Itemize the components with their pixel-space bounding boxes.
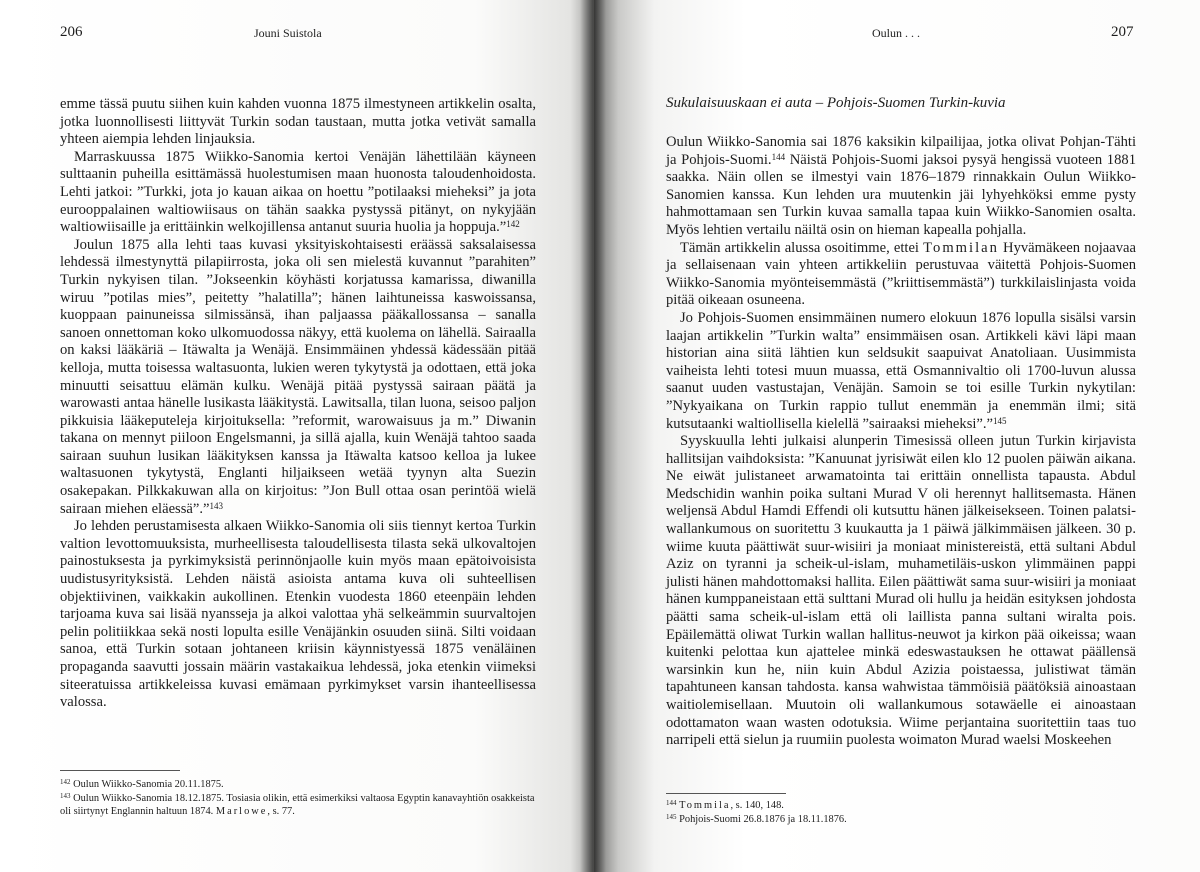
paragraph-text: Jo lehden perustamisesta alkaen Wiikko-Sanomia oli siis tiennyt kertoa Turkin valtion levottomuuksista, murheellisesta taloudellisesta tilasta sekä ulkovaltojen painostuksesta ja pyrkimyksistä perinnönjaolle kuin myös maan epätoivoisista uudistusyrityksistä. Lehden näistä asioista antama kuva oli suhteellisen objektiivinen, vaikkakin aukollinen. Etenkin vuodesta 1860 eteenpäin lehden tarjoama kuva sai lisää nyansseja ja alkoi valottaa yhä selkeämmin suurvaltojen pelin politiikkaa sekä nosti lopulta esille Venäjänkin osuuden siinä. Silti voidaan sanoa, että Turkin sotaan johtaneen kriisin käynnistyessä 1875 venäläinen propaganda saavutti jossain määrin vastakaikua lehdessä, joka etenkin viimeksi siteeratuissa artikkeleissa kuvasi emämaan pyrkimykset varsin ihanteellisessa valossa. (60, 518, 536, 711)
footnote-ref[interactable]: 142 (506, 219, 520, 230)
paragraph-text: Syyskuulla lehti julkaisi alunperin Timesissä olleen jutun Turkin kirjavista hallitsijan vaihdoksista: ”Kanuunat jyrisiwät eilen klo 12 puolen päiwän aikana. Ne eiwät julistaneet arwamatointa tai erittäin onnellista tapausta. Abdul Medschidin wanhin poika sultani Murad V oli herennyt hallitsemasta. Hänen weljensä Abdul Hamdi Effendi oli kutsuttu hänen jälkeisekseen. Toinen palatsi-wallankumous on suoritettu 3 kuukautta ja 1 päiwä jälkimmäisen jälkeen. 30 p. wiime kuuta päättiwät suur-wisiiri ja moniaat ministereistä, että sultani Abdul Aziz on tyranni ja scheik-ul-islam, muhametiläis-uskon ylimmäinen pappi julisti hänen mahdottomaksi hallita. Eilen päättiwät sama suur-wisiiri ja moniaat hänen kumppaneistaan että sulttani Murad oli hullu ja heidän esityksen johdosta päätti sama scheik-ul-islam että oli laillista panna sultani wiralta pois. Epäilemättä oliwat Turkin wallan hallitus-neuwot ja kirkon pää oikeissa; waan kuitenki pelottaa kun ajattelee minkä edeswastauksen he ottawat päällensä warsinkin kun he, niin kuin Abdul Azizia poistaessa, julistiwat tämän tapahtuneen kansan tahdosta. kansa wahwistaa tämmöisiä päätöksiä ainoastaan waitiolemisellaan. Muutoin oli wallankumous sotawäelle ei ainoastaan odottamaton waan wasten odotuksia. Wiime perjantaina suoritettiin taas tuo narripeli että sielun ja ruumiin puolesta woimaton Murad waelsi Moskeehen (666, 433, 1136, 749)
left-footnotes (60, 778, 536, 819)
paragraph-text: Hyvämäkeen nojaavaa ja sellaisenaan vain yhteen artikkeliin perustuvaa väitettä Pohjois-Suomen Wiikko-Sanomia myönteisemmästä (”kriittisemmästä”) turkkilaislinjasta voida pitää oikeaan osuneena. (666, 239, 1136, 309)
footnote-author: Tommila (679, 800, 731, 811)
paragraph-text: emme tässä puutu siihen kuin kahden vuonna 1875 ilmestyneen artikkelin osalta, jotka luonnollisesti liittyvät Turkin sodan taustaan, mutta jotka vetivät samalla yhteen aiempia lehden linjauksia. (60, 96, 536, 148)
paragraph (666, 310, 1136, 433)
paragraph-text: Näistä Pohjois-Suomi jaksoi pysyä hengissä vuoteen 1881 saakka. Näin ollen se ilmestyi vain 1876–1879 rinnakkain Oulun Wiikko-Sanomien kanssa. Kun lehden ura muutenkin jäi lyhyehköksi emme pysty hahmottamaan sen Turkin kuvaa samalla tapaa kuin Wiikko-Sanomien osalta. Myös lehtien vertailu näiltä osin on hieman kapealla pohjalla. (666, 151, 1136, 238)
paragraph-text: Joulun 1875 alla lehti taas kuvasi yksityiskohtaisesti eräässä saksalaisessa lehdessä ilmestynyttä pilapiirrosta, joka oli sen mielestä kuvannut ”parahiten” Turkin nykyisen tilan. ”Jokseenkin köyhästi korjatussa kamarissa, diwanilla wiruu ”potilas mies”, peitetty ”halatilla”; hänen laihtuneissa kaswoissansa, kuoppaan painuneissa silmissänsä, ihan paljaassa pääkallossansa – sanalla sanoen onnettoman koko ulkomuodossa näkyy, että kuolema on lähellä. Sairaalla on kaksi lääkäriä – Itäwalta ja Wenäjä. Ensimmäinen yhdessä kädessään pitää kelloja, mutta toisessa waltasuonta, lukien weren tykytystä ja odottaen, että joka minuutti seisattuu elämän kulku. Wenäjä pitää pystyssä sairaan päätä ja warowasti antaa hänelle lusikasta lääkitystä. Lawitsalla, tilan luona, seisoo paljon pikkuisia lääkeputeleja kirjoituksella: ”reformit, warowaisuus ja m.” Diwanin takana on mennyt piiloon Engelsmanni, ja sillä ajalla, kuin Wenäjä tahtoo saada sairaan suuhun lusikan lääkityksen kanssa ja Itäwalta katsoo kelloa ja lukee waltasuonen tykytystä, Englanti hiljaikseen wetää tyynyn alta Suezin osakepakan. Pilkkakuwan alla on kirjoitus: ”Jon Bull ottaa osan perintöä wielä sairaan miehen eläessä”.” (60, 236, 536, 517)
footnote-number: 143 (60, 791, 71, 800)
paragraph (666, 134, 1136, 240)
left-page-number: 206 (60, 24, 83, 40)
paragraph-text: Tämän artikkelin alussa osoitimme, ettei (680, 239, 919, 256)
footnote-rule (60, 770, 180, 771)
paragraph (60, 149, 536, 237)
footnote-number: 144 (666, 799, 677, 807)
paragraph (666, 433, 1136, 750)
paragraph (60, 518, 536, 712)
right-body-text (666, 94, 1136, 750)
footnote (60, 792, 536, 819)
footnote-citation: , s. 77. (267, 806, 295, 818)
footnote-text: Oulun Wiikko-Sanomia 18.12.1875. Tosiasia olikin, että esimerkiksi valtaosa Egyptin kanavayhtiön osakkeista oli siirtynyt Englannin haltuun 1874. (60, 792, 535, 818)
footnote-ref[interactable]: 143 (209, 500, 224, 511)
footnote-ref[interactable]: 144 (771, 151, 786, 162)
footnote-text: Oulun Wiikko-Sanomia 20.11.1875. (73, 779, 224, 790)
right-footnotes (666, 799, 1136, 826)
section-heading: Sukulaisuuskaan ei auta – Pohjois-Suomen Turkin-kuvia (666, 95, 1006, 111)
footnote-ref[interactable]: 145 (993, 415, 1007, 426)
footnote-author: Marlowe (215, 806, 268, 818)
right-running-head: Oulun . . . (872, 26, 920, 40)
footnote-text: Pohjois-Suomi 26.8.1876 ja 18.11.1876. (679, 813, 847, 825)
paragraph (60, 237, 536, 519)
paragraph-text: Marraskuussa 1875 Wiikko-Sanomia kertoi Venäjän lähettilään käyneen sulttaanin puheilla esittämässä huolestumisen maan huonosta taloudenhoidosta. Lehti jatkoi: ”Turkki, jota jo kauan aikaa on hoettu ”potilaaksi mieheksi” ja jota eurooppalainen waltiowiisaus on tähän saakka pystyssä pitänyt, on nykyjään waltiowiisaille ja erittäinkin welkojillensa antanut suuria huolia ja hoppuja.” (60, 148, 536, 236)
footnote-number: 142 (60, 778, 71, 786)
left-running-head: Jouni Suistola (254, 26, 322, 40)
left-page (0, 0, 594, 872)
footnote-rule (666, 793, 786, 794)
paragraph-text: Jo Pohjois-Suomen ensimmäinen numero elokuun 1876 lopulla sisälsi varsin laajan artikkelin ”Turkin walta” ensimmäisen osan. Artikkeli kävi läpi maan historian aina siitä lähtien kun seldsukit saapuivat Anatoliaan. Uusimmista vaiheista lehti totesi muun muassa, että Osmannivaltio oli 1700-luvun alussa saanut uuden vastustajan, Venäjän. Samoin se toi esille Turkin nykytilan: ”Nykyaikana on Turkin rappio tullut enemmän ja enemmän ilmi; sitä kutsutaanki waltiollisella kielellä ”sairaaksi mieheksi”.” (666, 309, 1136, 432)
paragraph (60, 96, 536, 149)
paragraph (666, 240, 1136, 310)
left-body-text (60, 96, 536, 712)
paragraph-text: Oulun Wiikko-Sanomia sai 1876 kaksikin kilpailijaa, jotka olivat Pohjan-Tähti ja Pohjois-Suomi. (666, 134, 1136, 168)
right-page-number: 207 (1111, 24, 1134, 40)
footnote (60, 778, 536, 792)
footnote-number: 145 (666, 812, 677, 821)
footnote (666, 813, 1136, 827)
footnote (666, 799, 1136, 813)
right-page (594, 0, 1200, 872)
author-name: Tommilan (923, 239, 999, 256)
footnote-citation: , s. 140, 148. (730, 800, 784, 811)
book-gutter-shadow (580, 0, 606, 872)
